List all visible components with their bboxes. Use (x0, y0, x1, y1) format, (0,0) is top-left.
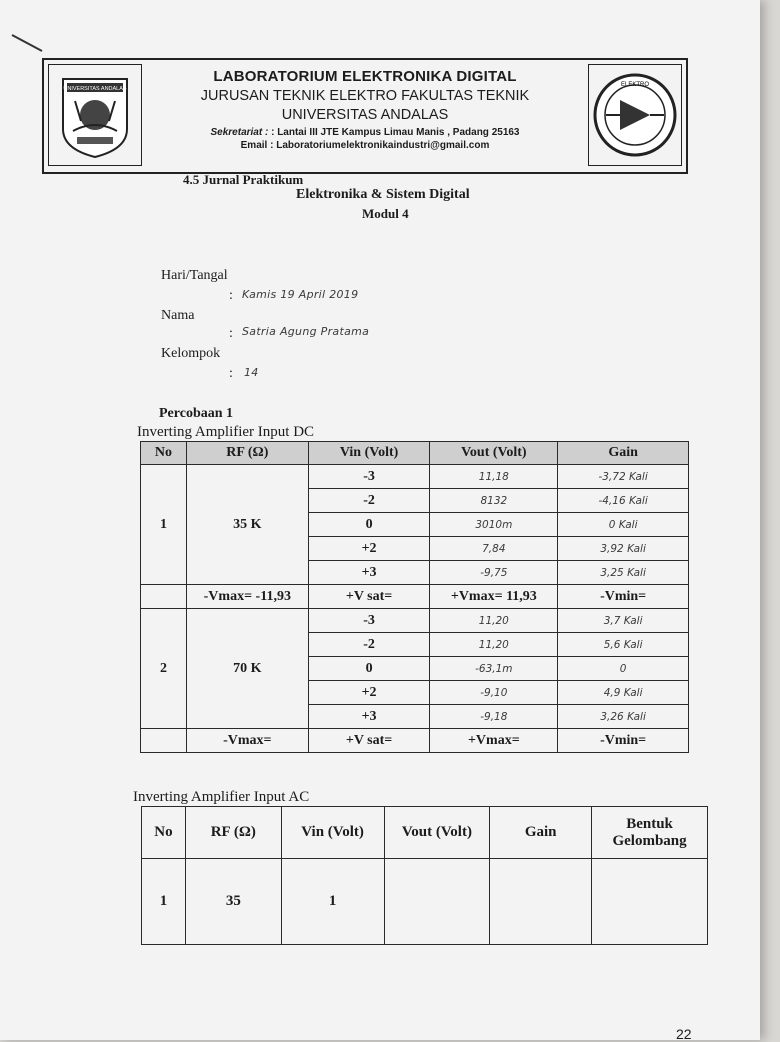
vin-cell: -2 (308, 489, 430, 513)
secretariat-address: : Lantai III JTE Kampus Limau Manis , Padang 25163 (271, 127, 520, 138)
empty-cell (141, 729, 187, 753)
name-label: Nama (161, 308, 195, 323)
name-colon: : (229, 326, 233, 341)
page-number: 22 (676, 1026, 692, 1042)
vout-cell: 8132 (430, 489, 558, 513)
dc-table (140, 441, 689, 753)
vin-cell: -3 (308, 465, 430, 489)
module-title: Modul 4 (362, 206, 409, 221)
group-no: 1 (141, 465, 187, 585)
dc-table-title: Inverting Amplifier Input DC (137, 424, 315, 440)
vsat-cell: +V sat= (308, 729, 430, 753)
rf-value: 70 K (233, 660, 262, 676)
vout-cell: -9,75 (430, 561, 558, 585)
pen-mark (12, 34, 43, 52)
lab-logo (588, 64, 682, 166)
header-vin: Vin (Volt) (308, 442, 430, 465)
date-value: Kamis 19 April 2019 (242, 288, 359, 301)
gain-cell: 3,25 Kali (558, 561, 689, 585)
ac-table (141, 806, 708, 945)
vmax-neg-cell: -Vmax= (186, 729, 308, 753)
vmax-pos-cell: +Vmax= (430, 729, 558, 753)
vout-cell: 11,20 (430, 633, 558, 657)
table-row (141, 729, 689, 753)
vin-cell: 1 (281, 859, 384, 945)
wave-cell (592, 859, 708, 945)
dc-table-header (141, 442, 689, 465)
group-rf (186, 609, 308, 729)
group-no: 2 (141, 609, 187, 729)
vin-cell: +3 (308, 561, 430, 585)
logo-right-text: ELEKTRO (620, 82, 650, 88)
gain-cell: 3,92 Kali (558, 537, 689, 561)
vin-cell: 0 (308, 657, 430, 681)
header-vin: Vin (Volt) (281, 807, 384, 859)
header-rf: RF (Ω) (185, 807, 281, 859)
gain-cell: 0 Kali (558, 513, 689, 537)
letterhead-text (154, 68, 576, 151)
vin-cell: +2 (308, 681, 430, 705)
gain-cell: 0 (558, 657, 689, 681)
vin-cell: 0 (308, 513, 430, 537)
vout-cell: -9,10 (430, 681, 558, 705)
no-cell: 1 (142, 859, 186, 945)
vin-cell: -2 (308, 633, 430, 657)
empty-cell (141, 585, 187, 609)
vmin-cell: -Vmin= (558, 585, 689, 609)
vsat-cell: +V sat= (308, 585, 430, 609)
vin-cell: +2 (308, 537, 430, 561)
secretariat-line (154, 127, 576, 138)
header-vout: Vout (Volt) (430, 442, 558, 465)
date-label: Hari/Tangal (161, 268, 228, 283)
ac-table-header (142, 807, 708, 859)
ac-table-title: Inverting Amplifier Input AC (133, 789, 310, 805)
date-colon: : (229, 288, 233, 303)
vmax-neg-cell: -Vmax= -11,93 (186, 585, 308, 609)
department-name: JURUSAN TEKNIK ELEKTRO FAKULTAS TEKNIK (200, 88, 530, 104)
lab-name: LABORATORIUM ELEKTRONIKA DIGITAL (213, 68, 517, 85)
gain-cell: -4,16 Kali (558, 489, 689, 513)
section-title: 4.5 Jurnal Praktikum (183, 172, 304, 187)
table-row (141, 585, 689, 609)
vout-cell: 3010m (430, 513, 558, 537)
header-rf: RF (Ω) (186, 442, 308, 465)
vout-cell: 11,18 (430, 465, 558, 489)
vmin-cell: -Vmin= (558, 729, 689, 753)
logo-left-text: UNIVERSITAS ANDALAS (63, 86, 127, 92)
header-gain: Gain (490, 807, 592, 859)
gain-cell: 3,7 Kali (558, 609, 689, 633)
vin-cell: -3 (308, 609, 430, 633)
experiment-title: Percobaan 1 (159, 406, 234, 421)
group-value: 14 (244, 366, 259, 379)
header-no: No (141, 442, 187, 465)
university-logo-icon (55, 71, 135, 159)
gain-cell: -3,72 Kali (558, 465, 689, 489)
group-rf (186, 465, 308, 585)
vin-cell: +3 (308, 705, 430, 729)
lab-logo-icon (592, 72, 678, 158)
gain-cell: 4,9 Kali (558, 681, 689, 705)
email-line: Email : Laboratoriumelektronikaindustri@gmail.com (240, 140, 490, 151)
vmax-pos-cell: +Vmax= 11,93 (430, 585, 558, 609)
vout-cell: 7,84 (430, 537, 558, 561)
gain-cell: 3,26 Kali (558, 705, 689, 729)
university-name: UNIVERSITAS ANDALAS (281, 107, 449, 123)
gain-cell: 5,6 Kali (558, 633, 689, 657)
header-gain: Gain (558, 442, 689, 465)
course-title: Elektronika & Sistem Digital (296, 187, 470, 202)
rf-cell: 35 (185, 859, 281, 945)
secretariat-label: Sekretariat : (210, 127, 269, 138)
table-row (141, 465, 689, 489)
university-logo (48, 64, 142, 166)
group-colon: : (229, 366, 233, 381)
header-wave: Bentuk Gelombang (592, 807, 708, 859)
name-value: Satria Agung Pratama (242, 325, 370, 338)
header-no: No (142, 807, 186, 859)
vout-cell: -9,18 (430, 705, 558, 729)
gain-cell (490, 859, 592, 945)
group-label: Kelompok (161, 346, 221, 361)
header-vout: Vout (Volt) (384, 807, 490, 859)
rf-value: 35 K (233, 516, 262, 532)
table-row (141, 609, 689, 633)
table-row (142, 859, 708, 945)
vout-cell (384, 859, 490, 945)
letterhead (42, 58, 688, 174)
vout-cell: 11,20 (430, 609, 558, 633)
vout-cell: -63,1m (430, 657, 558, 681)
